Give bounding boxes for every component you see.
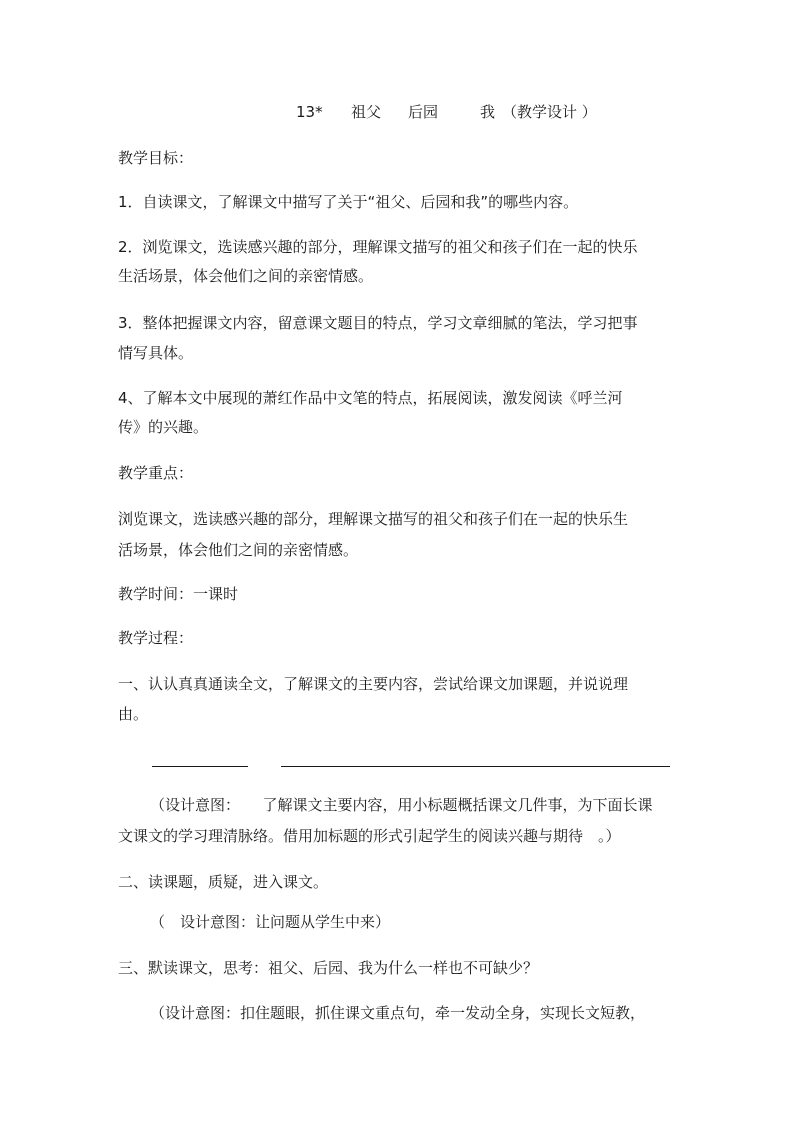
objective-2-line-1: 2．浏览课文，选读感兴趣的部分，理解课文描写的祖父和孩子们在一起的快乐 bbox=[118, 238, 638, 256]
teaching-time: 教学时间：一课时 bbox=[118, 585, 239, 603]
objective-3-line-1: 3．整体把握课文内容，留意课文题目的特点，学习文章细腻的笔法，学习把事 bbox=[118, 314, 638, 332]
title-word-me: 我 bbox=[480, 103, 496, 121]
key-points-line-1: 浏览课文，选读感兴趣的部分，理解课文描写的祖父和孩子们在一起的快乐生 bbox=[118, 510, 629, 528]
title-suffix: （教学设计 ） bbox=[502, 103, 597, 121]
answer-blank-short bbox=[152, 766, 248, 767]
note-1-line-1: （设计意图： 了解课文主要内容，用小标题概括课文几件事，为下面长课 bbox=[150, 796, 653, 814]
objective-3-line-2: 情写具体。 bbox=[118, 344, 194, 362]
note-3: （设计意图：扣住题眼，抓住课文重点句，牵一发动全身，实现长文短教， bbox=[150, 1004, 646, 1022]
title-word-garden: 后园 bbox=[408, 103, 439, 121]
note-2: （ 设计意图：让问题从学生中来） bbox=[150, 913, 391, 931]
objective-1: 1．自读课文，了解课文中描写了关于“祖父、后园和我”的哪些内容。 bbox=[118, 193, 579, 211]
step-3: 三、默读课文，思考：祖父、后园、我为什么一样也不可缺少？ bbox=[118, 959, 539, 977]
objective-4-line-2: 传》的兴趣。 bbox=[118, 418, 209, 436]
title-word-grandfather: 祖父 bbox=[351, 103, 382, 121]
objective-2-line-2: 生活场景，体会他们之间的亲密情感。 bbox=[118, 267, 374, 285]
objectives-heading: 教学目标： bbox=[118, 149, 194, 167]
step-1-line-1: 一、认认真真通读全文，了解课文的主要内容，尝试给课文加课题，并说说理 bbox=[118, 675, 629, 693]
title-number: 13* bbox=[296, 103, 323, 121]
objective-4-line-1: 4、了解本文中展现的萧红作品中文笔的特点，拓展阅读，激发阅读《呼兰河 bbox=[118, 389, 623, 407]
key-points-line-2: 活场景，体会他们之间的亲密情感。 bbox=[118, 541, 359, 559]
process-heading: 教学过程： bbox=[118, 629, 194, 647]
note-1-line-2: 文课文的学习理清脉络。借用加标题的形式引起学生的阅读兴趣与期待 。） bbox=[118, 827, 621, 845]
step-1-line-2: 由。 bbox=[118, 705, 149, 723]
key-points-heading: 教学重点： bbox=[118, 464, 194, 482]
answer-blank-long bbox=[281, 766, 670, 767]
step-2: 二、读课题，质疑，进入课文。 bbox=[118, 873, 329, 891]
